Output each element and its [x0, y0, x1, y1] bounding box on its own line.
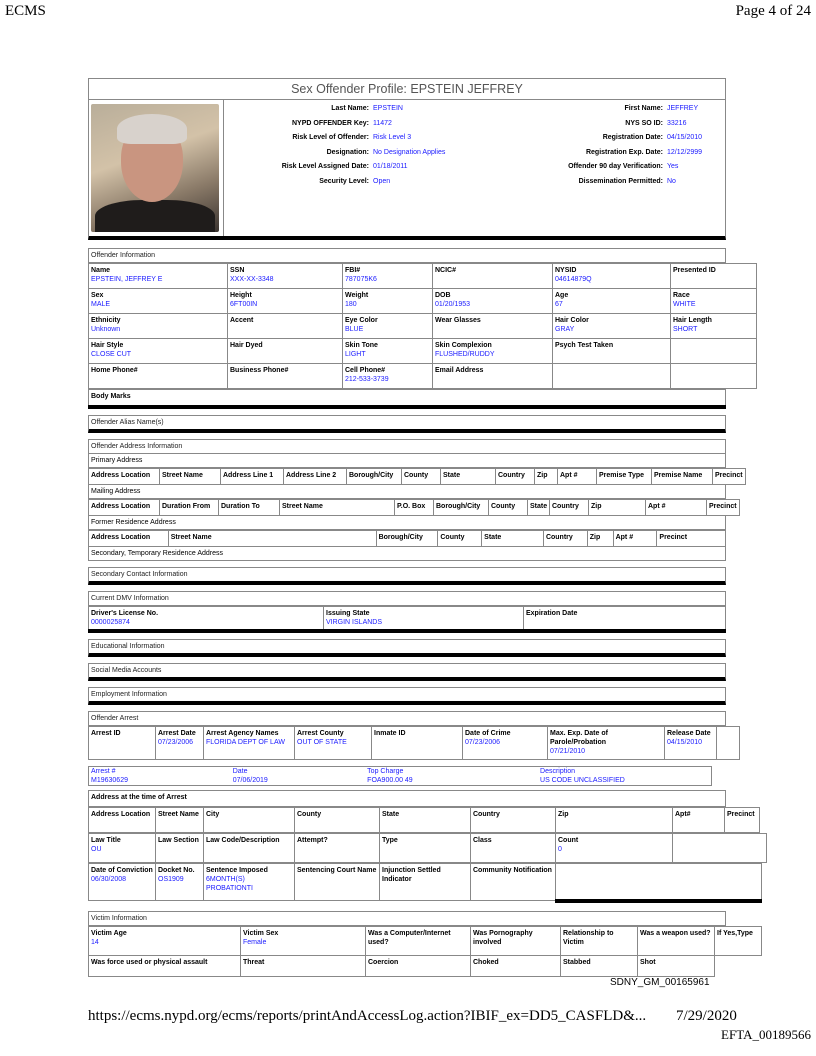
- column-header: Zip: [589, 500, 646, 516]
- field-label: Coercion: [368, 958, 399, 966]
- field-label: Height: [230, 292, 252, 299]
- table-row: [89, 834, 767, 863]
- report-body: [88, 78, 755, 977]
- field-label: Victim Age: [91, 929, 127, 937]
- field-label: Inmate ID: [374, 730, 406, 737]
- field-value: EPSTEIN, JEFFREY E: [91, 276, 163, 283]
- column-header: Duration From: [160, 500, 219, 516]
- sub-label: Date: [232, 768, 248, 775]
- column-header: State: [482, 531, 544, 547]
- profile-field-first-name: [501, 105, 698, 112]
- field-label: Psych Test Taken: [555, 342, 614, 349]
- field-label: Hair Dyed: [230, 342, 263, 349]
- field-label: Type: [382, 837, 398, 844]
- field-label: Date of Crime: [465, 730, 511, 737]
- column-header: County: [402, 469, 441, 485]
- field-value: 180: [345, 301, 357, 308]
- section-address: Offender Address Information: [88, 439, 726, 454]
- profile-value: No: [667, 177, 676, 185]
- profile-value: JEFFREY: [667, 105, 699, 112]
- field-value: 07/21/2010: [550, 748, 586, 755]
- column-header: County: [295, 808, 380, 833]
- column-header: Precinct: [707, 500, 740, 516]
- footer-url[interactable]: https://ecms.nypd.org/ecms/reports/printAndAccessLog.action?IBIF_ex=DD5_CASFLD&...: [88, 1008, 647, 1024]
- former-address-label: Former Residence Address: [88, 516, 726, 530]
- column-header: Street Name: [156, 808, 204, 833]
- column-header: State: [441, 469, 496, 485]
- field-label: Sex: [91, 292, 104, 299]
- field-value: BLUE: [345, 326, 364, 333]
- column-header: Precinct: [713, 469, 746, 485]
- sub-label: Top Charge: [367, 768, 404, 775]
- field-label: NYSID: [555, 267, 577, 274]
- field-label: Relationship to Victim: [563, 929, 614, 946]
- field-value: 6FT00IN: [230, 301, 258, 308]
- field-value: FLUSHED/RUDDY: [435, 351, 495, 358]
- field-label: Shot: [640, 958, 656, 966]
- table-row: [89, 264, 757, 289]
- field-label: Sentencing Court Name: [297, 867, 377, 874]
- profile-label: Security Level:: [319, 177, 369, 185]
- field-label: Law Section: [158, 837, 199, 844]
- field-label: Arrest County: [297, 730, 344, 737]
- arrest-address-table: [88, 807, 760, 833]
- profile-field-registration-date: [501, 134, 702, 141]
- field-value: Female: [243, 938, 267, 946]
- section-employment: Employment Information: [88, 687, 726, 705]
- field-value: 787075K6: [345, 276, 377, 283]
- field-label: Release Date: [667, 730, 711, 737]
- field-value: 07/23/2006: [158, 739, 194, 746]
- profile-title: Sex Offender Profile: EPSTEIN JEFFREY: [88, 78, 726, 100]
- license-label: Driver's License No.: [91, 610, 159, 617]
- column-header: Street Name: [160, 469, 221, 485]
- column-header: Country: [471, 808, 556, 833]
- field-label: Law Title: [91, 837, 121, 844]
- profile-value: Open: [373, 177, 391, 185]
- field-label: Injunction Settled Indicator: [382, 867, 441, 883]
- table-row: [89, 314, 757, 339]
- column-header: Apt#: [673, 808, 725, 833]
- field-label: NCIC#: [435, 267, 457, 274]
- column-header: Precinct: [657, 531, 726, 547]
- field-label: FBI#: [345, 267, 361, 274]
- field-value: 0: [558, 846, 562, 853]
- section-secondary-contact: Secondary Contact Information: [88, 567, 726, 585]
- footer-date: 7/29/2020: [676, 1008, 737, 1024]
- table-row: [89, 289, 757, 314]
- sub-label: Arrest #: [91, 768, 116, 775]
- efta-number: EFTA_00189566: [721, 1027, 811, 1042]
- column-header: Street Name: [280, 500, 395, 516]
- table-row: [89, 339, 757, 364]
- field-label: If Yes,Type: [717, 929, 753, 937]
- primary-address-label: Primary Address: [88, 454, 726, 468]
- column-header: Zip: [587, 531, 613, 547]
- profile-label: Designation:: [326, 148, 369, 156]
- profile-value: 11472: [373, 119, 392, 127]
- page-header-right: Page 4 of 24: [735, 3, 811, 19]
- column-header: County: [438, 531, 482, 547]
- field-label: Skin Tone: [345, 342, 378, 349]
- field-label: Cell Phone#: [345, 367, 386, 374]
- field-value: WHITE: [673, 301, 696, 308]
- field-label: Sentence Imposed: [206, 867, 268, 874]
- field-value: OS1909: [158, 876, 184, 883]
- section-alias: Offender Alias Name(s): [88, 415, 726, 433]
- column-header: Borough/City: [434, 500, 489, 516]
- offender-photo: [91, 104, 219, 232]
- field-label: Accent: [230, 317, 254, 324]
- profile-value: Risk Level 3: [373, 134, 412, 141]
- field-value: Unknown: [91, 326, 121, 333]
- profile-value: 33216: [667, 119, 687, 127]
- section-dmv: Current DMV Information: [88, 591, 726, 606]
- field-value: 212-533-3739: [345, 376, 389, 383]
- field-label: Max. Exp. Date of Parole/Probation: [550, 730, 608, 746]
- column-header: Duration To: [219, 500, 280, 516]
- column-header: Address Line 1: [221, 469, 284, 485]
- column-header: Apt #: [558, 469, 597, 485]
- profile-field-last-name: [229, 105, 403, 112]
- table-row: [89, 727, 740, 760]
- column-header: City: [204, 808, 295, 833]
- former-address-table: [88, 530, 726, 547]
- profile-field-security-level: [229, 178, 390, 185]
- column-header: Precinct: [725, 808, 760, 833]
- column-header: Borough/City: [347, 469, 402, 485]
- field-label: Home Phone#: [91, 367, 138, 374]
- field-label: Hair Color: [555, 317, 589, 324]
- field-label: Was Pornography involved: [473, 929, 533, 946]
- field-value: LIGHT: [345, 351, 366, 358]
- field-value: XXX-XX-3348: [230, 276, 274, 283]
- column-header: Borough/City: [376, 531, 438, 547]
- conviction-table: [88, 863, 762, 903]
- sub-label: Description: [540, 768, 576, 775]
- field-label: Community Notification: [473, 867, 552, 874]
- field-label: Hair Length: [673, 317, 712, 324]
- field-label: Stabbed: [563, 958, 591, 966]
- table-row: [89, 364, 757, 389]
- column-header: Apt #: [646, 500, 707, 516]
- mailing-address-table: [88, 499, 740, 516]
- table-row: [89, 955, 762, 976]
- primary-address-table: [88, 468, 746, 485]
- section-offender-information: Offender Information: [88, 248, 726, 263]
- column-header: Address Line 2: [284, 469, 347, 485]
- field-value: 06/30/2008: [91, 876, 127, 883]
- arrest-table: [88, 726, 740, 760]
- profile-value: 12/12/2999: [667, 148, 703, 156]
- profile-field-nys-so-id: [501, 120, 686, 127]
- field-label: Choked: [473, 958, 499, 966]
- profile-label: Risk Level Assigned Date:: [281, 163, 369, 170]
- profile-summary: [88, 100, 726, 240]
- profile-label: Last Name:: [331, 105, 369, 112]
- field-label: Arrest Date: [158, 730, 196, 737]
- profile-label: First Name:: [624, 105, 663, 112]
- sub-value: 07/06/2019: [232, 777, 268, 784]
- field-value: OUT OF STATE: [297, 739, 347, 746]
- page-header-left: ECMS: [5, 3, 46, 19]
- field-label: Weight: [345, 292, 369, 299]
- profile-label: Registration Date:: [602, 134, 663, 141]
- field-label: DOB: [435, 292, 451, 299]
- table-header-row: [89, 500, 740, 516]
- table-header-row: [89, 469, 746, 485]
- address-at-arrest: Address at the time of Arrest: [89, 791, 726, 807]
- field-label: SSN: [230, 267, 245, 274]
- field-label: Law Code/Description: [206, 837, 280, 844]
- section-education: Educational Information: [88, 639, 726, 657]
- arrest-sub-table: [88, 766, 712, 786]
- column-header: Address Location: [89, 500, 160, 516]
- license-value: 0000025874: [91, 619, 130, 626]
- column-header: Zip: [535, 469, 558, 485]
- column-header: Premise Type: [597, 469, 652, 485]
- profile-label: NYS SO ID:: [625, 119, 663, 127]
- table-row: [89, 864, 762, 901]
- field-label: Count: [558, 837, 579, 844]
- victim-table: [88, 926, 762, 977]
- field-label: Race: [673, 292, 690, 299]
- section-victim: Victim Information: [88, 911, 726, 926]
- column-header: State: [380, 808, 471, 833]
- profile-value: EPSTEIN: [373, 105, 403, 112]
- field-value: 6MONTH(S) PROBATIONTI: [206, 876, 253, 892]
- column-header: Country: [543, 531, 587, 547]
- field-value: CLOSE CUT: [91, 351, 132, 358]
- section-arrest: Offender Arrest: [88, 711, 726, 726]
- column-header: Street Name: [168, 531, 376, 547]
- field-label: Arrest Agency Names: [206, 730, 279, 737]
- expiration-label: Expiration Date: [526, 610, 578, 617]
- profile-field-offender-90-day-verification: [501, 163, 678, 170]
- column-header: Country: [496, 469, 535, 485]
- field-value: 07/23/2006: [465, 739, 501, 746]
- column-header: Address Location: [89, 469, 160, 485]
- mailing-address-label: Mailing Address: [88, 485, 726, 499]
- dmv-table: [88, 606, 726, 633]
- field-label: Name: [91, 267, 111, 274]
- column-header: Zip: [556, 808, 673, 833]
- column-header: State: [528, 500, 550, 516]
- field-value: 01/20/1953: [435, 301, 471, 308]
- field-label: Presented ID: [673, 267, 716, 274]
- profile-field-dissemination-permitted: [501, 178, 676, 185]
- field-label: Class: [473, 837, 492, 844]
- field-value: MALE: [91, 301, 111, 308]
- table-header-row: [89, 808, 760, 833]
- profile-field-registration-exp-date: [501, 149, 702, 156]
- issuing-state-label: Issuing State: [326, 610, 370, 617]
- field-label: Arrest ID: [91, 730, 121, 737]
- field-value: SHORT: [673, 326, 698, 333]
- column-header: Apt #: [613, 531, 657, 547]
- field-value: OU: [91, 846, 102, 853]
- law-table: [88, 833, 767, 863]
- field-value: GRAY: [555, 326, 575, 333]
- field-label: Victim Sex: [243, 929, 279, 937]
- table-header-row: [89, 531, 726, 547]
- field-label: Ethnicity: [91, 317, 121, 324]
- sub-value: FOA900.00 49: [367, 777, 413, 784]
- column-header: Address Location: [89, 531, 169, 547]
- body-marks: Body Marks: [89, 390, 726, 408]
- field-label: Business Phone#: [230, 367, 289, 374]
- field-label: Skin Complexion: [435, 342, 492, 349]
- bates-number: SDNY_GM_00165961: [610, 977, 710, 988]
- field-value: FLORIDA DEPT OF LAW: [206, 739, 285, 746]
- profile-field-nypd-offender-key: [229, 120, 392, 127]
- field-value: 67: [555, 301, 563, 308]
- issuing-state-value: VIRGIN ISLANDS: [326, 619, 383, 626]
- field-label: Email Address: [435, 367, 484, 374]
- secondary-address-label: Secondary, Temporary Residence Address: [88, 547, 726, 561]
- profile-label: Offender 90 day Verification:: [568, 163, 663, 170]
- column-header: Country: [550, 500, 589, 516]
- profile-value: No Designation Applies: [373, 148, 446, 156]
- profile-field-designation: [229, 149, 445, 156]
- field-label: Hair Style: [91, 342, 124, 349]
- table-row: [89, 926, 762, 955]
- field-label: Was a Computer/Internet used?: [368, 929, 451, 946]
- field-value: 04/15/2010: [667, 739, 703, 746]
- field-label: Docket No.: [158, 867, 195, 874]
- column-header: Address Location: [89, 808, 156, 833]
- sub-value: US CODE UNCLASSIFIED: [540, 777, 625, 784]
- profile-value: 04/15/2010: [667, 134, 703, 141]
- field-label: Age: [555, 292, 569, 299]
- field-label: Threat: [243, 958, 265, 966]
- profile-label: Dissemination Permitted:: [578, 177, 663, 185]
- field-label: Date of Conviction: [91, 867, 153, 874]
- section-social: Social Media Accounts: [88, 663, 726, 681]
- profile-label: Registration Exp. Date:: [585, 148, 663, 156]
- field-label: Was a weapon used?: [640, 929, 711, 937]
- profile-label: NYPD OFFENDER Key:: [291, 119, 369, 127]
- offender-info-table: [88, 263, 757, 389]
- profile-field-risk-level-of-offender: [229, 134, 411, 141]
- column-header: P.O. Box: [395, 500, 434, 516]
- field-label: Eye Color: [345, 317, 378, 324]
- profile-field-risk-level-assigned-date: [229, 163, 408, 170]
- sub-value: M19630629: [91, 777, 128, 784]
- field-value: 14: [91, 938, 99, 946]
- profile-value: 01/18/2011: [373, 163, 408, 170]
- column-header: Premise Name: [652, 469, 713, 485]
- column-header: County: [489, 500, 528, 516]
- field-label: Was force used or physical assault: [91, 958, 208, 966]
- field-value: 04614879Q: [555, 276, 592, 283]
- profile-value: Yes: [667, 163, 679, 170]
- profile-label: Risk Level of Offender:: [292, 134, 369, 141]
- field-label: Wear Glasses: [435, 317, 481, 324]
- field-label: Attempt?: [297, 837, 328, 844]
